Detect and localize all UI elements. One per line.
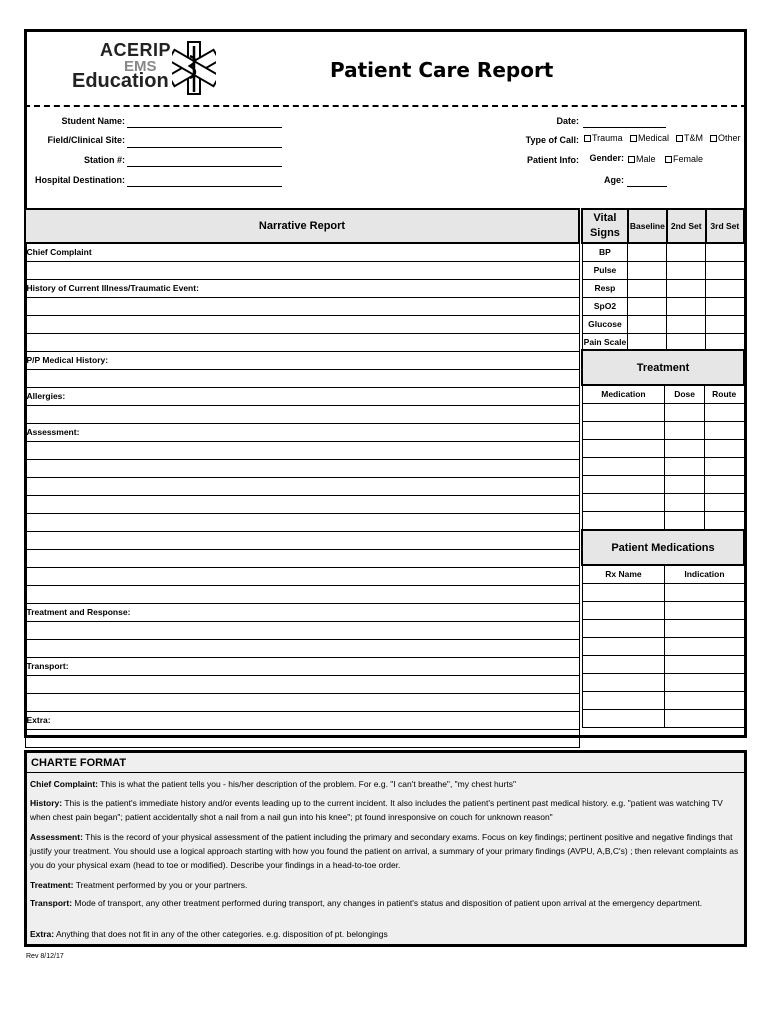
charte-r-text: Treatment performed by you or your partners. [75, 880, 248, 890]
narrative-line[interactable] [25, 495, 579, 513]
call-medical-label: Medical [638, 133, 670, 143]
narrative-line[interactable] [25, 369, 579, 387]
page-title: Patient Care Report [330, 58, 554, 82]
vital-label-glucose: Glucose [582, 315, 628, 333]
age-label: Age: [604, 175, 624, 185]
field-site-label: Field/Clinical Site: [47, 135, 125, 145]
vital-cell[interactable] [667, 279, 706, 297]
allergies-row[interactable]: Allergies: [25, 387, 579, 405]
student-name-field[interactable] [127, 127, 282, 128]
charte-a-label: Assessment: [30, 832, 83, 842]
charte-r-label: Treatment: [30, 880, 74, 890]
checkbox-icon[interactable] [628, 156, 635, 163]
patient-info-label: Patient Info: [527, 155, 579, 165]
checkbox-icon[interactable] [630, 135, 637, 142]
hospital-field[interactable] [127, 186, 282, 187]
charte-e-label: Extra: [30, 929, 55, 939]
narrative-line[interactable] [25, 567, 579, 585]
history-row[interactable]: History of Current Illness/Traumatic Event: [25, 279, 579, 297]
narrative-line[interactable] [25, 297, 579, 315]
treatment-cell[interactable] [582, 457, 665, 475]
vital-cell[interactable] [667, 297, 706, 315]
patient-med-cell[interactable] [665, 601, 744, 619]
patient-med-cell[interactable] [582, 673, 665, 691]
treatment-cell[interactable] [704, 511, 744, 529]
call-tm-label: T&M [684, 133, 703, 143]
charte-h-text: This is the patient's immediate history and/or events leading up to the current incident. It also includes the patient's pertinent past medical history. e.g. "patient was watching TV when chest pain began"; patient accidentally shot a nail from a nail gun into his knee"; pt found inresponsive on couch for unknown reason" [30, 798, 723, 822]
narrative-line[interactable] [25, 531, 579, 549]
gender-label: Gender: [589, 153, 624, 163]
narrative-line[interactable] [25, 333, 579, 351]
logo-text-2: EMS [124, 58, 157, 75]
treatment-cell[interactable] [704, 421, 744, 439]
vital-cell[interactable] [628, 315, 667, 333]
rx-name-col: Rx Name [582, 565, 665, 583]
vital-label-pulse: Pulse [582, 261, 628, 279]
patient-med-cell[interactable] [665, 619, 744, 637]
narrative-header: Narrative Report [25, 209, 579, 243]
set3-header: 3rd Set [706, 209, 744, 243]
gender-male-option[interactable] [628, 154, 656, 164]
age-field[interactable] [627, 186, 667, 187]
vital-label-resp: Resp [582, 279, 628, 297]
set2-header: 2nd Set [667, 209, 706, 243]
patient-med-cell[interactable] [665, 673, 744, 691]
treatment-cell[interactable] [665, 493, 705, 511]
charte-extra [30, 927, 742, 941]
treatment-cell[interactable] [665, 475, 705, 493]
revision-note: Rev 8/12/17 [26, 953, 64, 960]
logo-text-1: ACERIP [100, 40, 172, 60]
patient-med-cell[interactable] [665, 655, 744, 673]
narrative-line[interactable] [25, 621, 579, 639]
narrative-line[interactable] [25, 675, 579, 693]
narrative-table [24, 208, 580, 748]
patient-med-cell[interactable] [582, 601, 665, 619]
treatment-cell[interactable] [582, 511, 665, 529]
checkbox-icon[interactable] [676, 135, 683, 142]
gender-male-label: Male [636, 154, 656, 164]
patient-med-cell[interactable] [582, 583, 665, 601]
charte-transport [30, 896, 742, 910]
patient-med-cell[interactable] [665, 583, 744, 601]
vital-cell[interactable] [706, 279, 744, 297]
treatment-cell[interactable] [665, 421, 705, 439]
dose-col: Dose [665, 385, 705, 403]
station-field[interactable] [127, 166, 282, 167]
narrative-line[interactable] [25, 585, 579, 603]
vital-cell[interactable] [667, 261, 706, 279]
treatment-cell[interactable] [704, 403, 744, 421]
charte-assessment [30, 830, 742, 872]
star-of-life-icon [172, 38, 216, 98]
vital-label-bp: BP [582, 243, 628, 261]
vitals-header [582, 209, 628, 243]
narrative-line[interactable] [25, 441, 579, 459]
patient-med-cell[interactable] [582, 637, 665, 655]
treatment-header: Treatment [582, 350, 744, 385]
checkbox-icon[interactable] [665, 156, 672, 163]
charte-format-box [24, 750, 747, 947]
date-label: Date: [556, 116, 579, 126]
treatment-cell[interactable] [582, 439, 665, 457]
patient-meds-header: Patient Medications [582, 530, 744, 565]
checkbox-icon[interactable] [584, 135, 591, 142]
patient-med-cell[interactable] [582, 619, 665, 637]
charte-a-text: This is the record of your physical assessment of the patient including the primary and secondary exams. Focus on key findings; pertinent positive and negative findings that justify your treatment. You should use a logical approach starting with how you found the patient on arrival, a summary of your primary findings (AVPU, A,B,C's) ; then relevant complaints as you do your physical exam (head to toe or modified). Describe your findings in a head-to-toe order. [30, 832, 739, 870]
narrative-line[interactable] [25, 315, 579, 333]
vital-label-pain: Pain Scale [582, 333, 628, 351]
charte-c-label: Chief Complaint: [30, 779, 98, 789]
treatment-cell[interactable] [704, 493, 744, 511]
charte-history [30, 796, 742, 824]
narrative-line[interactable] [25, 261, 579, 279]
treatment-cell[interactable] [582, 403, 665, 421]
vitals-header-a: Vital [593, 212, 617, 224]
vital-cell[interactable] [667, 243, 706, 261]
call-trauma-label: Trauma [592, 133, 623, 143]
narrative-line[interactable] [25, 405, 579, 423]
baseline-header: Baseline [628, 209, 667, 243]
patient-med-cell[interactable] [582, 709, 665, 727]
vital-cell[interactable] [667, 315, 706, 333]
checkbox-icon[interactable] [710, 135, 717, 142]
vital-cell[interactable] [628, 279, 667, 297]
treatment-cell[interactable] [582, 421, 665, 439]
treatment-table [581, 349, 745, 530]
extra-row[interactable]: Extra: [25, 711, 579, 729]
route-col: Route [704, 385, 744, 403]
header-divider [24, 105, 747, 107]
logo [72, 40, 222, 100]
gender-female-option[interactable] [665, 154, 703, 164]
vital-cell[interactable] [706, 261, 744, 279]
patient-med-cell[interactable] [665, 691, 744, 709]
transport-row[interactable]: Transport: [25, 657, 579, 675]
treatment-cell[interactable] [665, 403, 705, 421]
chief-complaint-row[interactable]: Chief Complaint [25, 243, 579, 261]
treatment-cell[interactable] [704, 475, 744, 493]
vital-cell[interactable] [628, 261, 667, 279]
charte-title: CHARTE FORMAT [27, 757, 744, 773]
call-other-label: Other [718, 133, 741, 143]
call-other-option[interactable] [710, 133, 741, 143]
narrative-line[interactable] [25, 729, 579, 747]
charte-chief-complaint [30, 777, 742, 791]
patient-med-cell[interactable] [665, 637, 744, 655]
treatment-cell[interactable] [665, 511, 705, 529]
call-medical-option[interactable] [630, 133, 669, 143]
gender-female-label: Female [673, 154, 704, 164]
date-field[interactable] [583, 127, 666, 128]
assessment-row[interactable]: Assessment: [25, 423, 579, 441]
treatment-cell[interactable] [704, 439, 744, 457]
treatment-cell[interactable] [582, 493, 665, 511]
treatment-cell[interactable] [582, 475, 665, 493]
patient-med-cell[interactable] [582, 691, 665, 709]
vital-cell[interactable] [628, 243, 667, 261]
station-label: Station #: [83, 155, 125, 165]
narrative-line[interactable] [25, 459, 579, 477]
treatment-cell[interactable] [704, 457, 744, 475]
charte-t-label: Transport: [30, 898, 73, 908]
vital-cell[interactable] [706, 315, 744, 333]
vital-cell[interactable] [706, 297, 744, 315]
treatment-response-row[interactable]: Treatment and Response: [25, 603, 579, 621]
student-name-label: Student Name: [61, 116, 125, 126]
patient-med-cell[interactable] [665, 709, 744, 727]
treatment-cell[interactable] [665, 439, 705, 457]
patient-med-cell[interactable] [582, 655, 665, 673]
hospital-label: Hospital Destination: [34, 175, 125, 185]
patient-meds-table [581, 529, 745, 728]
pmh-row[interactable]: P/P Medical History: [25, 351, 579, 369]
charte-treatment [30, 878, 742, 892]
narrative-line[interactable] [25, 639, 579, 657]
narrative-line[interactable] [25, 693, 579, 711]
call-tm-option[interactable] [676, 133, 703, 143]
narrative-line[interactable] [25, 549, 579, 567]
vitals-header-b: Signs [589, 227, 620, 239]
type-of-call-label: Type of Call: [525, 135, 579, 145]
charte-h-label: History: [30, 798, 63, 808]
vitals-table [581, 208, 745, 352]
treatment-cell[interactable] [665, 457, 705, 475]
vital-label-spo2: SpO2 [582, 297, 628, 315]
narrative-line[interactable] [25, 513, 579, 531]
charte-e-text: Anything that does not fit in any of the other categories. e.g. disposition of pt. belongings [56, 929, 388, 939]
field-site-field[interactable] [127, 147, 282, 148]
narrative-line[interactable] [25, 477, 579, 495]
vital-cell[interactable] [628, 297, 667, 315]
charte-c-text: This is what the patient tells you - his/her description of the problem. For e.g. "I can't breathe", "my chest hurts" [100, 779, 516, 789]
call-trauma-option[interactable] [584, 133, 623, 143]
indication-col: Indication [665, 565, 744, 583]
vital-cell[interactable] [706, 243, 744, 261]
logo-text-3: Education [72, 70, 169, 92]
charte-t-text: Mode of transport, any other treatment performed during transport, any changes in patient's status and disposition of patient upon arrival at the emergency department. [74, 898, 703, 908]
medication-col: Medication [582, 385, 665, 403]
